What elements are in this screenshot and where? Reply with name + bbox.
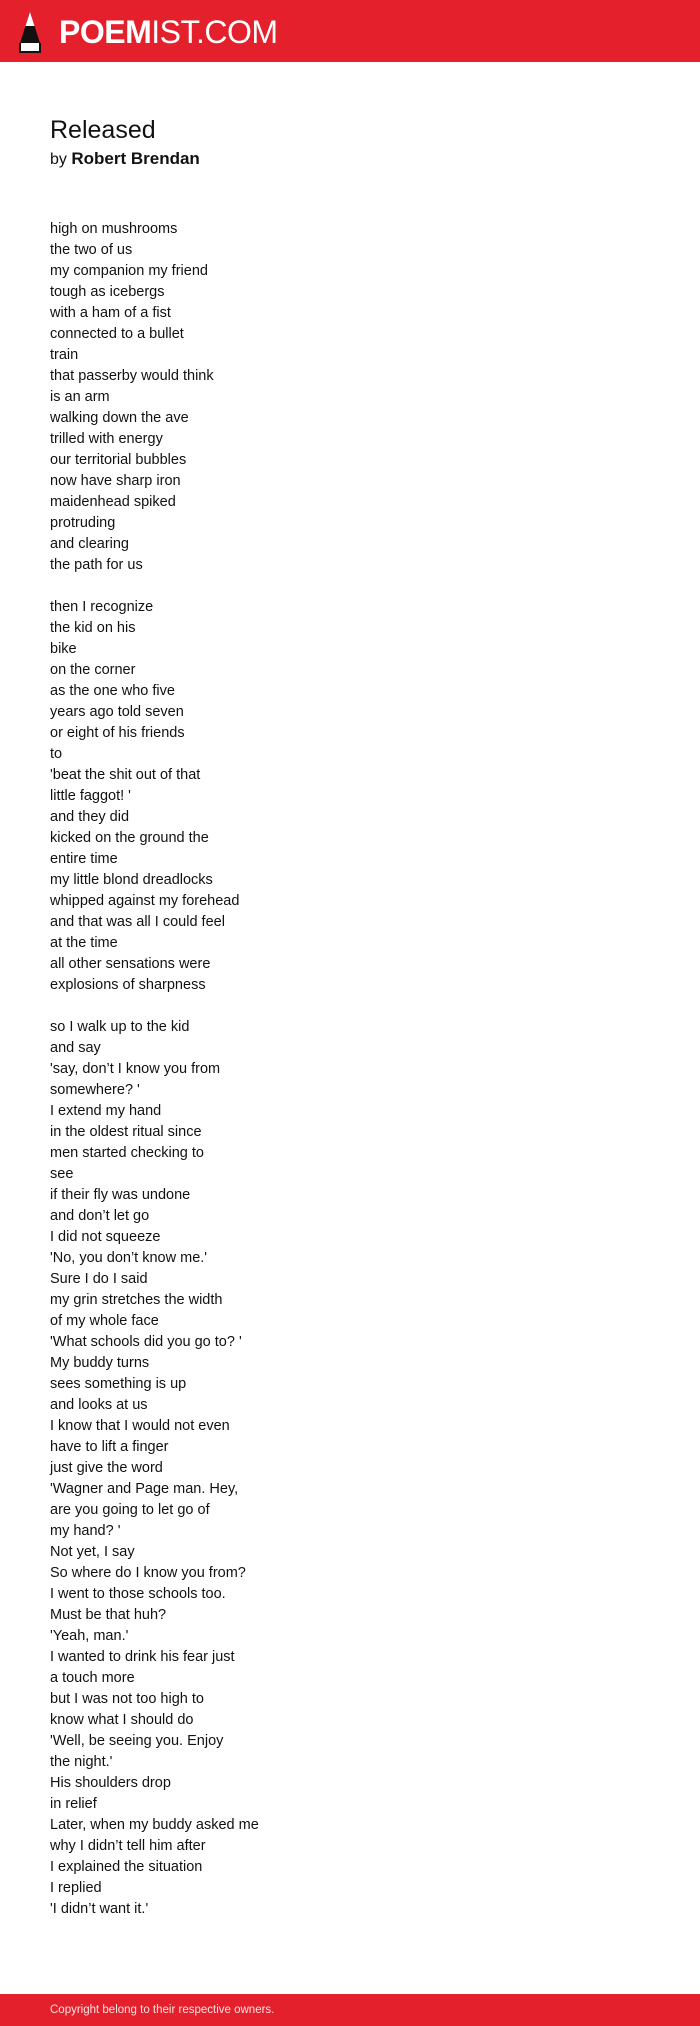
poem-line: entire time <box>50 851 118 867</box>
poem-line: just give the word <box>50 1460 163 1476</box>
poem-line: little faggot! ' <box>50 788 131 804</box>
poem-line: explosions of sharpness <box>50 977 206 993</box>
poem-line: and that was all I could feel <box>50 914 225 930</box>
poem-line: I wanted to drink his fear just <box>50 1649 235 1665</box>
poem-line: but I was not too high to <box>50 1691 204 1707</box>
poem-line: to <box>50 746 63 762</box>
site-header <box>0 0 700 62</box>
poem-line: and don’t let go <box>50 1208 150 1224</box>
poem-line: in the oldest ritual since <box>50 1124 202 1140</box>
poem-line: whipped against my forehead <box>50 893 240 909</box>
poem-line: train <box>50 347 79 363</box>
poem-line: I did not squeeze <box>50 1229 161 1245</box>
poem-line: 'Yeah, man.' <box>50 1628 129 1644</box>
poem-line: connected to a bullet <box>50 326 184 342</box>
poem-line: 'No, you don’t know me.' <box>50 1250 208 1266</box>
author-link[interactable]: Robert Brendan <box>71 149 200 168</box>
poem-line: Not yet, I say <box>50 1544 135 1560</box>
poem-line: protruding <box>50 515 116 531</box>
poem-line: I extend my hand <box>50 1103 162 1119</box>
poem-line: 'I didn’t want it.' <box>50 1901 149 1917</box>
poem-line: high on mushrooms <box>50 221 178 237</box>
poem-line: Must be that huh? <box>50 1607 167 1623</box>
poem-line: the two of us <box>50 242 133 258</box>
poem-line: and they did <box>50 809 130 825</box>
poem-line: on the corner <box>50 662 136 678</box>
poem-line: all other sensations were <box>50 956 211 972</box>
poem-line: kicked on the ground the <box>50 830 209 846</box>
poem-line: trilled with energy <box>50 431 163 447</box>
stanza-break <box>50 996 259 1017</box>
poem-body <box>50 219 259 1920</box>
poem-line: the kid on his <box>50 620 136 636</box>
poem-line: is an arm <box>50 389 110 405</box>
poem-line: and clearing <box>50 536 129 552</box>
poem-line: if their fly was undone <box>50 1187 191 1203</box>
poem-line: and say <box>50 1040 101 1056</box>
poem-line: are you going to let go of <box>50 1502 210 1518</box>
poem-line: His shoulders drop <box>50 1775 171 1791</box>
copyright-notice: Copyright belong to their respective owners. <box>50 2004 275 2016</box>
poem-line: and looks at us <box>50 1397 148 1413</box>
poem-heading <box>50 113 200 171</box>
poem-line: that passerby would think <box>50 368 214 384</box>
poem-line: so I walk up to the kid <box>50 1019 190 1035</box>
poem-line: with a ham of a fist <box>50 305 171 321</box>
poem-line: I went to those schools too. <box>50 1586 226 1602</box>
site-footer <box>0 1994 700 2026</box>
poem-line: my little blond dreadlocks <box>50 872 213 888</box>
poem-line: know what I should do <box>50 1712 194 1728</box>
site-logo-wordmark <box>59 12 278 52</box>
poem-line: see <box>50 1166 74 1182</box>
poem-line: I explained the situation <box>50 1859 203 1875</box>
poem-line: my companion my friend <box>50 263 208 279</box>
poem-line: men started checking to <box>50 1145 204 1161</box>
poem-line: the path for us <box>50 557 143 573</box>
poem-line: sees something is up <box>50 1376 187 1392</box>
poem-byline <box>50 148 200 171</box>
poem-line: why I didn’t tell him after <box>50 1838 206 1854</box>
poem-line: walking down the ave <box>50 410 189 426</box>
poem-line: a touch more <box>50 1670 135 1686</box>
poem-line: bike <box>50 641 77 657</box>
poem-line: somewhere? ' <box>50 1082 140 1098</box>
poem-line: then I recognize <box>50 599 154 615</box>
poem-line: 'Wagner and Page man. Hey, <box>50 1481 239 1497</box>
site-logo-link[interactable] <box>18 11 278 53</box>
poem-line: of my whole face <box>50 1313 159 1329</box>
stanza-break <box>50 576 259 597</box>
poem-title: Released <box>50 116 156 144</box>
poem-line: my hand? ' <box>50 1523 121 1539</box>
logo-text-strong: POEM <box>59 14 152 50</box>
logo-text-light: IST.COM <box>151 14 278 50</box>
poem-line: 'Well, be seeing you. Enjoy <box>50 1733 224 1749</box>
poem-line: my grin stretches the width <box>50 1292 223 1308</box>
poem-line: I replied <box>50 1880 102 1896</box>
poem-line: 'beat the shit out of that <box>50 767 201 783</box>
poem-line: as the one who five <box>50 683 175 699</box>
by-label: by <box>50 151 67 168</box>
poem-line: My buddy turns <box>50 1355 150 1371</box>
poem-line: tough as icebergs <box>50 284 165 300</box>
poem-line: maidenhead spiked <box>50 494 176 510</box>
poem-line: the night.' <box>50 1754 113 1770</box>
poem-line: in relief <box>50 1796 97 1812</box>
poem-line: have to lift a finger <box>50 1439 169 1455</box>
pencil-tip-icon <box>18 11 42 53</box>
poem-line: or eight of his friends <box>50 725 185 741</box>
poem-line: at the time <box>50 935 118 951</box>
poem-line: 'say, don’t I know you from <box>50 1061 221 1077</box>
poem-line: I know that I would not even <box>50 1418 230 1434</box>
poem-line: Later, when my buddy asked me <box>50 1817 259 1833</box>
poem-line: 'What schools did you go to? ' <box>50 1334 242 1350</box>
poem-line: years ago told seven <box>50 704 184 720</box>
poem-line: Sure I do I said <box>50 1271 148 1287</box>
poem-line: now have sharp iron <box>50 473 181 489</box>
poem-line: So where do I know you from? <box>50 1565 246 1581</box>
poem-line: our territorial bubbles <box>50 452 187 468</box>
